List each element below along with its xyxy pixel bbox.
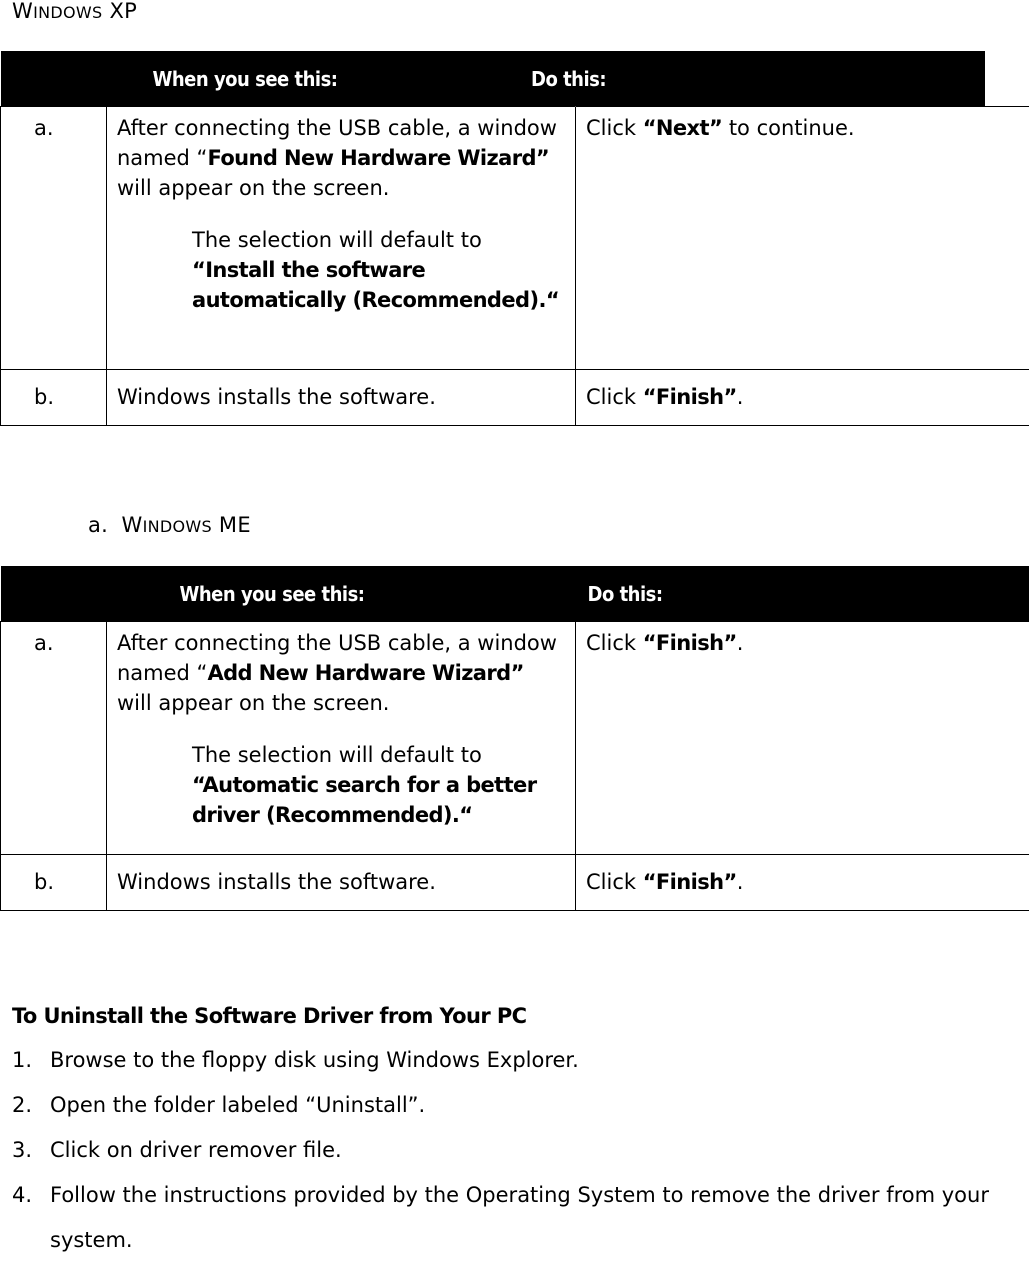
see-text	[117, 628, 565, 718]
note-bold: “Automatic search for a better driver (Recommended).“	[192, 773, 536, 827]
list-item	[12, 1128, 1012, 1173]
do-pre: Click	[586, 870, 643, 894]
me-steps-table	[0, 566, 1029, 911]
do-cell	[576, 107, 1029, 370]
me-header-do: Do this:	[576, 566, 1029, 622]
xp-header-row	[1, 51, 1029, 107]
list-item	[12, 1173, 995, 1263]
see-text-pre: After connecting the USB cable, a window named “	[117, 631, 557, 685]
do-pre: Click	[586, 631, 643, 655]
do-post: .	[737, 870, 744, 894]
me-title-prefix: a.	[88, 513, 108, 537]
step-number: 3.	[12, 1128, 32, 1173]
me-title-rest: INDOWS	[143, 517, 212, 536]
xp-header-do: Do this:	[531, 51, 985, 107]
do-cell	[576, 855, 1029, 911]
row-letter: b.	[1, 370, 107, 426]
step-text: Browse to the floppy disk using Windows Explorer.	[50, 1048, 579, 1072]
see-text-bold: Found New Hardware Wizard”	[207, 146, 549, 170]
table-row	[1, 622, 1029, 855]
xp-header-see: When you see this:	[1, 51, 576, 107]
do-post: .	[737, 385, 744, 409]
do-post: to continue.	[722, 116, 854, 140]
step-text: Follow the instructions provided by the Operating System to remove the driver from your system.	[50, 1183, 989, 1252]
uninstall-section	[12, 1000, 1012, 1263]
list-item	[12, 1083, 1012, 1128]
step-text: Open the folder labeled “Uninstall”.	[50, 1093, 425, 1117]
list-item	[12, 1038, 1012, 1083]
uninstall-heading: To Uninstall the Software Driver from Your PC	[12, 1000, 1012, 1032]
see-cell	[107, 107, 576, 370]
row-letter: a.	[1, 107, 107, 370]
default-note	[192, 740, 565, 830]
do-bold: “Finish”	[643, 385, 737, 409]
note-bold: “Install the software automatically (Recommended).“	[192, 258, 559, 312]
do-bold: “Finish”	[643, 870, 737, 894]
note-pre: The selection will default to	[192, 228, 482, 252]
do-bold: “Next”	[643, 116, 722, 140]
xp-section-title	[12, 0, 137, 28]
xp-title-first: W	[12, 0, 33, 23]
see-text-bold: Add New Hardware Wizard”	[207, 661, 523, 685]
table-row	[1, 855, 1029, 911]
row-letter: b.	[1, 855, 107, 911]
see-cell	[107, 622, 576, 855]
do-pre: Click	[586, 385, 643, 409]
see-text	[117, 113, 565, 203]
step-number: 2.	[12, 1083, 32, 1128]
table-row	[1, 107, 1029, 370]
see-cell: Windows installs the software.	[107, 855, 576, 911]
xp-title-rest: INDOWS	[33, 3, 102, 22]
me-header-row	[1, 566, 1029, 622]
me-header-see: When you see this:	[1, 566, 576, 622]
xp-steps-table	[0, 51, 1029, 426]
see-text-post: will appear on the screen.	[117, 176, 389, 200]
step-number: 4.	[12, 1173, 32, 1218]
do-post: .	[737, 631, 744, 655]
table-row	[1, 370, 1029, 426]
step-number: 1.	[12, 1038, 32, 1083]
me-title-suffix: ME	[212, 513, 251, 537]
note-pre: The selection will default to	[192, 743, 482, 767]
do-pre: Click	[586, 116, 643, 140]
see-text-post: will appear on the screen.	[117, 691, 389, 715]
see-cell: Windows installs the software.	[107, 370, 576, 426]
default-note	[192, 225, 565, 315]
do-bold: “Finish”	[643, 631, 737, 655]
row-letter: a.	[1, 622, 107, 855]
me-title-first: W	[121, 513, 142, 537]
me-section-title	[88, 510, 251, 542]
do-cell	[576, 622, 1029, 855]
see-text-pre: After connecting the USB cable, a window named “	[117, 116, 557, 170]
uninstall-steps-list	[12, 1038, 1012, 1263]
xp-title-suffix: XP	[102, 0, 137, 23]
do-cell	[576, 370, 1029, 426]
step-text: Click on driver remover file.	[50, 1138, 342, 1162]
